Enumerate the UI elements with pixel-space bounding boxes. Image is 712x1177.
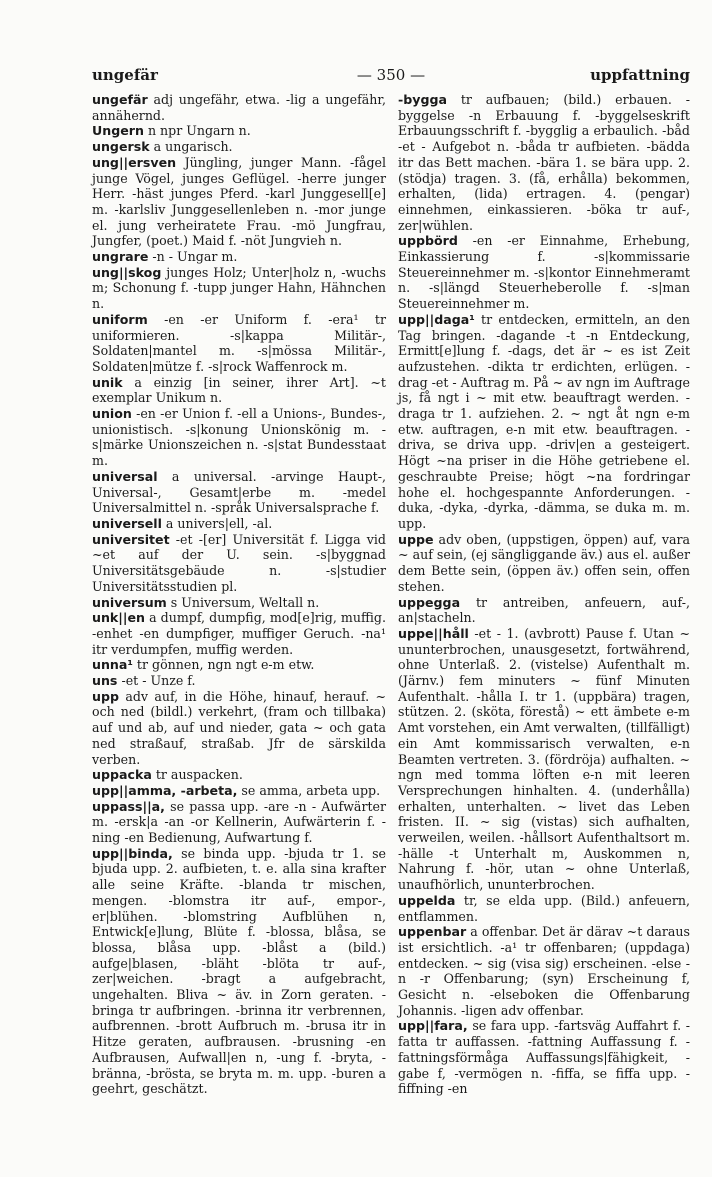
entry-headword: upp||binda,: [92, 845, 173, 861]
dictionary-entry: [92, 516, 386, 532]
entry-headword: ungrare: [92, 249, 149, 265]
entry-definition: -en -er Uniform f. -era¹ tr uniformieren. -s|kappa Militär-, Soldaten|mantel m. -s|mössa Militär-, Soldaten|mütze f. -s|rock Waffenrock m.: [92, 311, 386, 374]
entry-headword: uppelda: [398, 892, 456, 908]
dictionary-entry: [92, 595, 386, 611]
right-column: [396, 92, 690, 1097]
entry-headword: ung||skog: [92, 264, 162, 280]
entry-headword: uppenbar: [398, 924, 467, 940]
page-number: — 350 —: [356, 66, 426, 84]
dictionary-entry: [92, 406, 386, 469]
dictionary-entry: [398, 893, 690, 924]
dictionary-entry: [92, 767, 386, 783]
page-header: [92, 66, 690, 90]
entry-headword: universum: [92, 594, 167, 610]
dictionary-entry: [92, 783, 386, 799]
dictionary-entry: [92, 657, 386, 673]
entry-headword: ungefär: [92, 92, 148, 107]
entry-headword: upp||fara,: [398, 1018, 468, 1034]
dictionary-entry: [398, 92, 690, 233]
dictionary-entry: [92, 265, 386, 312]
entry-definition: se binda upp. -bjuda tr 1. se bjuda upp. 2. aufbieten, t. e. alla sina krafter alle seine Kräfte. -blanda tr mischen, mengen. -blomstra itr auf-, empor-, er|blühen. -blomstring Aufblühen n, Entwick[e]lung, Blüte f. -blossa, blåsa, se blossa, blåsa upp. -blåst a (bild.) aufge|blasen, -bläht -blöta tr auf-, zer|weichen. -bragt a aufgebracht, ungehalten. Bliva ~ äv. in Zorn geraten. -bringa tr aufbringen. -brinna itr verbrennen, aufbrennen. -brott Aufbruch m. -brusa itr in Hitze geraten, aufbrausen. -brusning -en Aufbrausen, Aufwall|en n, -ung f. -bryta, -bränna, -brösta, se bryta m. m. upp. -buren a geehrt, geschätzt.: [92, 845, 386, 1097]
entry-headword: uppacka: [92, 767, 152, 783]
dictionary-entry: [398, 312, 690, 532]
entry-definition: a ungarisch.: [149, 139, 233, 155]
entry-definition: tr entdecken, ermitteln, an den Tag bringen. -dagande -t -n Entdeckung, Ermitt[e]lung f. -dags, det är ~ es ist Zeit aufzustehen. -dikta tr erdichten, erlügen. -drag -et - Auftrag m. På ~ av ngn im Auftrage js, få ngt i ~ mit etw. beauftragt werden. -draga tr 1. aufziehen. 2. ~ ngt åt ngn e-m etw. auftragen, e-n mit etw. beauftragen. -driva, se driva upp. -driv|en a gesteigert. Högt ~na priser in die Höhe getriebene el. geschraubte Preise; högt ~na fordringar hohe el. hochgespannte Anforderungen. -duka, -dyka, -dyrka, -dämma, se duka m. m. upp.: [398, 311, 690, 531]
header-right-guideword: uppfattning: [590, 66, 690, 84]
entry-headword: unna¹: [92, 657, 133, 673]
entry-headword: -bygga: [398, 92, 447, 107]
entry-definition: tr aufbauen; (bild.) erbauen. -byggelse -n Erbauung f. -byggelseskrift Erbauungsschrift f. -bygglig a erbaulich. -båd -et - Aufgebot n. -båda tr aufbieten. -bädda itr das Bett machen. -bära 1. se bära upp. 2. (stödja) tragen. 3. (få, erhålla) bekommen, erhalten, (lida) ertragen. 4. (pengar) einnehmen, einkassieren. -böka tr auf-, zer|wühlen.: [398, 92, 690, 233]
entry-definition: -et - 1. (avbrott) Pause f. Utan ~ ununterbrochen, unausgesetzt, fortwährend, ohne Unterlaß. 2. (vistelse) Aufenthalt m. (Järnv.) fem minuters ~ fünf Minuten Aufenthalt. -hålla I. tr 1. (uppbära) tragen, stützen. 2. (sköta, förestå) ~ ett ämbete e-m Amt vorstehen, ein Amt verwalten, (tillfälligt) ein Amt kommissarisch verwalten, e-n Beamten vertreten. 3. (fördröja) aufhalten. ~ ngn med tomma löften e-n mit leeren Versprechungen hinhalten. 4. (underhålla) erhalten, unterhalten. ~ livet das Leben fristen. II. ~ sig (vistas) sich aufhalten, verweilen, weilen. -hållsort Aufenthaltsort m. -hälle -t Unterhalt m, Auskommen n, Nahrung f. -hör, utan ~ ohne Unterlaß, unaufhörlich, ununterbrochen.: [398, 625, 690, 893]
entry-headword: uppe||håll: [398, 625, 469, 641]
entry-definition: tr antreiben, anfeuern, auf-, an|stacheln.: [398, 594, 690, 626]
dictionary-entry: [92, 532, 386, 595]
dictionary-entry: [92, 375, 386, 406]
dictionary-entry: [92, 155, 386, 249]
entry-headword: ung||ersven: [92, 154, 177, 170]
entry-definition: n npr Ungarn n.: [143, 123, 251, 139]
dictionary-entry: [92, 249, 386, 265]
entry-definition: adj ungefähr, etwa. -lig a ungefähr, annähernd.: [92, 92, 386, 123]
dictionary-entry: [92, 689, 386, 768]
dictionary-entry: [92, 673, 386, 689]
entry-headword: unk||en: [92, 610, 146, 626]
entry-definition: junges Holz; Unter|holz n, -wuchs m; Schonung f. -tupp junger Hahn, Hähnchen n.: [92, 264, 386, 312]
entry-definition: tr, se elda upp. (Bild.) anfeuern, entflammen.: [398, 892, 690, 924]
dictionary-entry: [92, 846, 386, 1097]
entry-definition: se fara upp. -fartsväg Auffahrt f. -fatta tr auffassen. -fattning Auffassung f. -fattningsförmåga Auffassungs|fähigkeit, -gabe f, -vermögen n. -fiffa, se fiffa upp. -fiffning -en: [398, 1018, 690, 1097]
entry-definition: a offenbar. Det är därav ~t daraus ist ersichtlich. -a¹ tr offenbaren; (uppdaga) entdecken. ~ sig (visa sig) erscheinen. -else -n -r Offenbarung; (syn) Erscheinung f, Gesicht n. -elseboken die Offenbarung Johannis. -ligen adv offenbar.: [398, 924, 690, 1018]
left-column: [92, 92, 386, 1097]
entry-definition: a dumpf, dumpfig, mod[e]rig, muffig. -enhet -en dumpfiger, muffiger Geruch. -na¹ itr verdumpfen, muffig werden.: [92, 610, 386, 657]
entry-definition: a univers|ell, -al.: [161, 515, 273, 531]
entry-headword: uppass||a,: [92, 798, 165, 814]
entry-definition: -et -[er] Universität f. Ligga vid ~et auf der U. sein. -s|byggnad Universitätsgebäude n. -s|studier Universitätsstudien pl.: [92, 531, 386, 594]
entry-definition: -n - Ungar m.: [148, 249, 238, 265]
entry-headword: uppbörd: [398, 233, 458, 249]
dictionary-entry: [92, 139, 386, 155]
dictionary-entry: [92, 799, 386, 846]
entry-headword: unik: [92, 374, 123, 390]
entry-definition: se amma, arbeta upp.: [237, 782, 381, 798]
dictionary-entry: [398, 595, 690, 626]
dictionary-entry: [398, 233, 690, 312]
dictionary-entry: [92, 92, 386, 123]
entry-headword: upp||amma, -arbeta,: [92, 782, 238, 798]
entry-headword: uppe: [398, 531, 434, 547]
dictionary-entry: [398, 626, 690, 893]
entry-headword: union: [92, 406, 132, 422]
entry-headword: uniform: [92, 311, 148, 327]
entry-headword: Ungern: [92, 123, 144, 139]
entry-definition: s Universum, Weltall n.: [166, 594, 320, 610]
entry-headword: upp: [92, 688, 119, 704]
entry-headword: ungersk: [92, 139, 150, 155]
dictionary-entry: [92, 610, 386, 657]
entry-definition: se passa upp. -are -n - Aufwärter m. -ersk|a -an -or Kellnerin, Aufwärterin f. -ning -en Bedienung, Aufwartung f.: [92, 798, 386, 846]
entry-headword: uns: [92, 673, 118, 689]
text-columns: [92, 92, 690, 1097]
entry-definition: tr auspacken.: [151, 767, 243, 783]
entry-definition: tr gönnen, ngn ngt e-m etw.: [132, 657, 315, 673]
dictionary-entry: [92, 123, 386, 139]
entry-definition: adv auf, in die Höhe, hinauf, herauf. ~ och ned (bildl.) verkehrt, (fram och tillbaka) auf und ab, auf und nieder, gata ~ och gata ned straßauf, straßab. Jfr de särskilda verben.: [92, 688, 386, 767]
entry-headword: upp||daga¹: [398, 311, 475, 327]
dictionary-entry: [398, 532, 690, 595]
entry-definition: Jüngling, junger Mann. -fågel junge Vögel, junges Geflügel. -herre junger Herr. -häst junges Pferd. -karl Junggesell[e] m. -karlsliv Junggesellenleben n. -mor junge el. jung verheiratete Frau. -mö Jungfrau, Jungfer, (poet.) Maid f. -nöt Jungvieh n.: [92, 154, 386, 249]
entry-definition: -et - Unze f.: [117, 673, 196, 689]
entry-headword: universitet: [92, 531, 170, 547]
entry-definition: a universal. -arvinge Haupt-, Universal-, Gesamt|erbe m. -medel Universalmittel n. -språk Universalsprache f.: [92, 468, 386, 516]
entry-definition: -en -er Einnahme, Erhebung, Einkassierung f. -s|kommissarie Steuereinnehmer m. -s|kontor Einnehmeramt n. -s|längd Steuerheberolle f. -s|man Steuereinnehmer m.: [398, 233, 690, 312]
entry-definition: -en -er Union f. -ell a Unions-, Bundes-, unionistisch. -s|konung Unionskönig m. -s|märke Unionszeichen n. -s|stat Bundesstaat m.: [92, 406, 386, 469]
dictionary-entry: [92, 469, 386, 516]
dictionary-entry: [92, 312, 386, 375]
entry-headword: uppegga: [398, 594, 461, 610]
entry-headword: universell: [92, 515, 162, 531]
dictionary-entry: [398, 1018, 690, 1097]
entry-headword: universal: [92, 468, 158, 484]
dictionary-entry: [398, 924, 690, 1018]
header-left-guideword: ungefär: [92, 66, 158, 84]
entry-definition: a einzig [in seiner, ihrer Art]. ~t exemplar Unikum n.: [92, 374, 386, 406]
entry-definition: adv oben, (uppstigen, öppen) auf, vara ~ auf sein, (ej sängliggande äv.) aus el. außer dem Bette sein, (öppen äv.) offen sein, offen stehen.: [398, 531, 690, 594]
